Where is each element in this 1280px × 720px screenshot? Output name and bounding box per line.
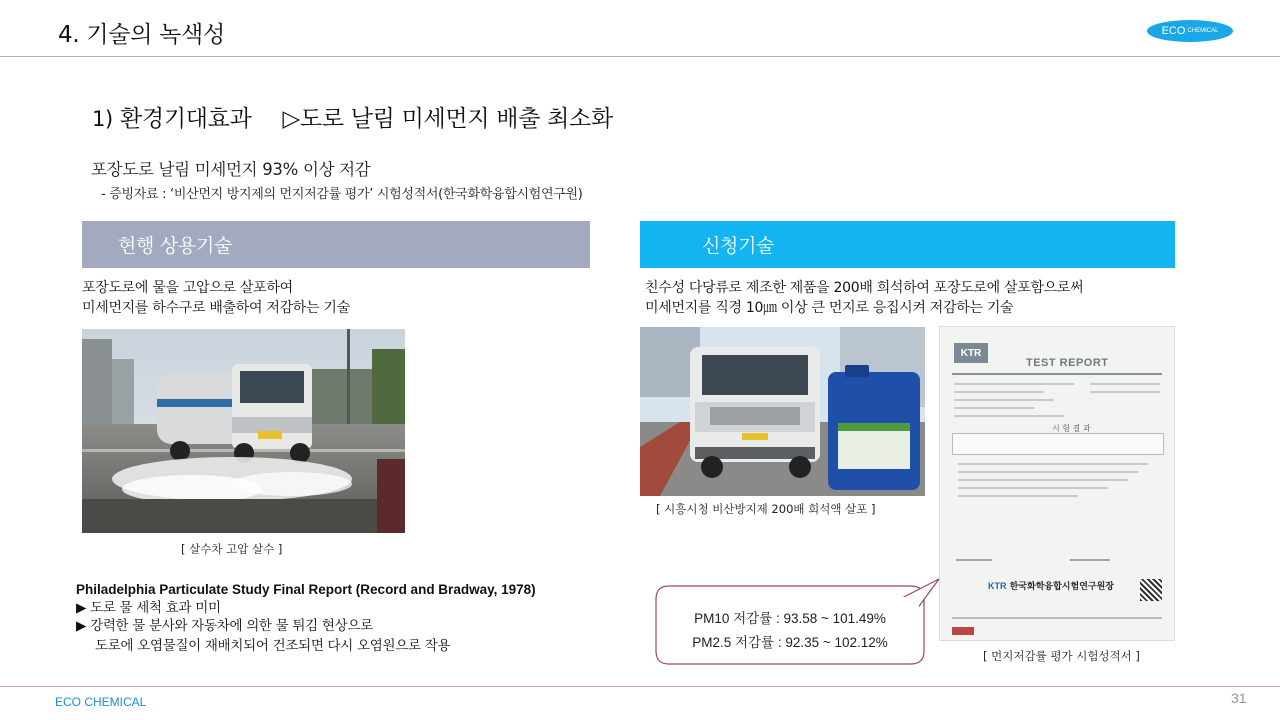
- report-institute-name: 한국화학융합시험연구원장: [1009, 582, 1114, 592]
- page-number: 31: [1231, 690, 1247, 706]
- proposed-tech-desc-line2: 미세먼지를 직경 10㎛ 이상 큰 먼지로 응집시켜 저감하는 기술: [645, 300, 1014, 316]
- ktr-logo: KTR: [954, 343, 988, 363]
- section-subtitle: 도로 날림 미세먼지 배출 최소화: [299, 106, 613, 132]
- water-truck-photo: [82, 329, 405, 533]
- slide-title: 4. 기술의 녹색성: [58, 22, 225, 48]
- section-number: 1): [92, 107, 113, 131]
- reduction-rate-callout: [655, 585, 925, 665]
- spray-truck-caption: [ 시흥시청 비산방지제 200배 희석액 살포 ]: [656, 502, 876, 516]
- test-report-image: [939, 326, 1175, 641]
- proposed-tech-header: 신청기술: [640, 221, 1175, 268]
- pm25-reduction: PM2.5 저감률 : 92.35 ~ 102.12%: [692, 635, 888, 650]
- report-institute-brand: KTR: [988, 581, 1007, 591]
- spray-truck-photo: [640, 327, 925, 496]
- study-title: Philadelphia Particulate Study Final Report (Record and Bradway, 1978): [76, 582, 536, 597]
- header-divider: [0, 56, 1280, 57]
- eco-chemical-logo: [1147, 20, 1233, 42]
- footer-divider: [0, 686, 1280, 687]
- pm10-reduction: PM10 저감률 : 93.58 ~ 101.49%: [694, 611, 886, 626]
- logo-main-text: ECO: [1161, 25, 1186, 37]
- section-heading: [92, 100, 613, 133]
- ktr-footer-mark: [952, 627, 974, 635]
- report-institute: [988, 579, 1114, 592]
- report-title: TEST REPORT: [1026, 357, 1109, 369]
- proposed-tech-description: [645, 278, 1083, 318]
- test-report-caption: [ 먼지저감률 평가 시험성적서 ]: [983, 649, 1140, 663]
- study-bullet-2-continued: 도로에 오염물질이 재배치되어 건조되면 다시 오염원으로 작용: [95, 638, 451, 654]
- current-tech-description: [82, 278, 350, 318]
- section-title: 환경기대효과: [119, 106, 252, 132]
- triangle-icon: ▷: [282, 106, 300, 132]
- current-tech-header: 현행 상용기술: [82, 221, 590, 268]
- study-bullet-1: ▶ 도로 물 세척 효과 미미: [76, 600, 221, 616]
- summary-text: 포장도로 날림 미세먼지 93% 이상 저감: [91, 160, 371, 179]
- water-truck-caption: [ 살수차 고압 살수 ]: [181, 542, 283, 556]
- proposed-tech-desc-line1: 친수성 다당류로 제조한 제품을 200배 희석하여 포장도로에 살포함으로써: [645, 280, 1084, 296]
- qr-code-icon: [1140, 579, 1162, 601]
- footer-brand: ECO CHEMICAL: [55, 695, 147, 709]
- current-tech-desc-line2: 미세먼지를 하수구로 배출하여 저감하는 기술: [82, 300, 350, 316]
- report-result-title: 시 험 결 과: [1052, 424, 1091, 433]
- evidence-text: - 증빙자료 : ‘비산먼지 방지제의 먼지저감률 평가’ 시험성적서(한국화학융합시험연구원): [101, 187, 583, 202]
- logo-sub-text: CHEMICAL: [1187, 28, 1219, 34]
- study-bullet-2: ▶ 강력한 물 분사와 자동차에 의한 물 튀김 현상으로: [76, 618, 373, 634]
- current-tech-desc-line1: 포장도로에 물을 고압으로 살포하여: [82, 280, 293, 296]
